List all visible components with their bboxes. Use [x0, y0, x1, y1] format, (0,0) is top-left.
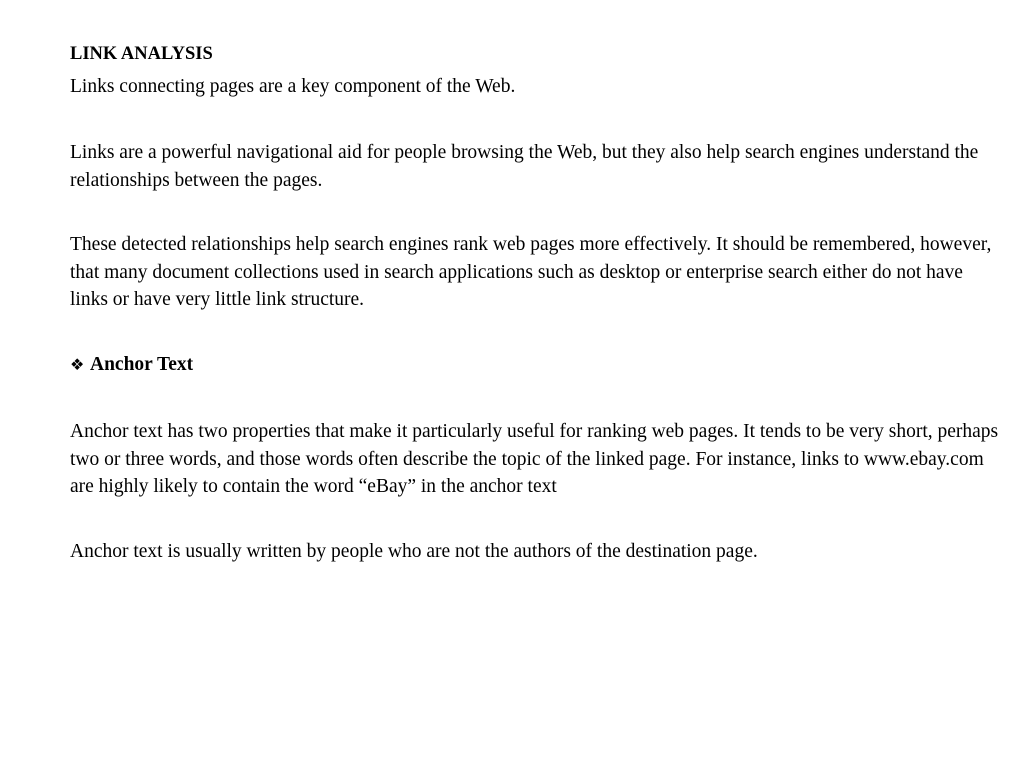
paragraph-anchor-authors: Anchor text is usually written by people who are not the authors of the destination page.	[70, 541, 758, 562]
page-title: LINK ANALYSIS	[70, 44, 213, 64]
section-heading-anchor-text	[70, 351, 1005, 379]
diamond-bullet-icon: ❖	[70, 355, 85, 374]
paragraph-anchor-properties: Anchor text has two properties that make it particularly useful for ranking web pages. It tends to be very short, perhaps two or three words, and those words often describe the topic of the linked page. For instance, links to www.ebay.com are highly likely to contain the word “eBay” in the anchor text	[70, 421, 999, 497]
paragraph-navigation: Links are a powerful navigational aid for people browsing the Web, but they also help search engines understand the relationships between the pages.	[70, 142, 979, 191]
intro-paragraph: Links connecting pages are a key component of the Web.	[70, 76, 516, 97]
paragraph-relationships: These detected relationships help search engines rank web pages more effectively. It should be remembered, however, that many document collections used in search applications such as desktop or enterprise search either do not have links or have very little link structure.	[70, 234, 992, 310]
section-heading-label: Anchor Text	[90, 354, 194, 375]
